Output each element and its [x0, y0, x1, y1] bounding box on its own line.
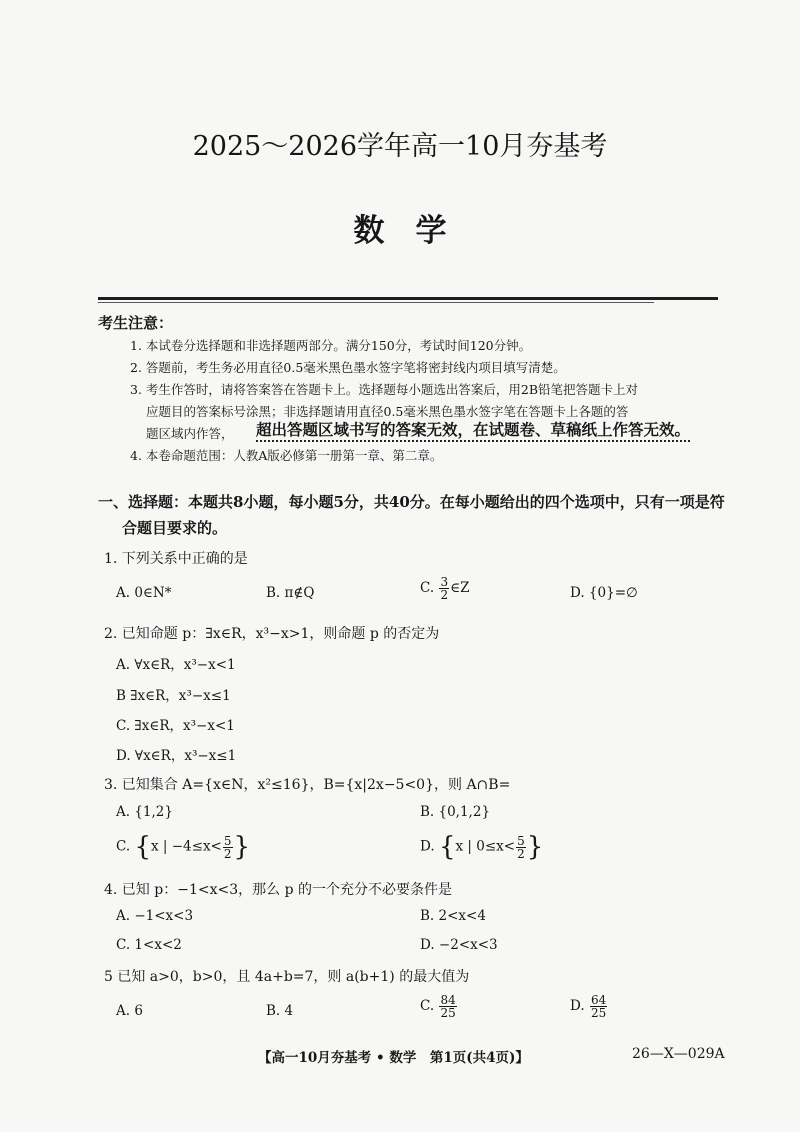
- fraction-numerator: 84: [440, 993, 456, 1007]
- fraction-denominator: 25: [440, 1006, 456, 1020]
- option-label: D.: [420, 838, 435, 855]
- note-item: 3. 考生作答时，请将答案答在答题卡上。选择题每小题选出答案后，用2B铅笔把答题卡上对: [130, 382, 639, 397]
- question-4-option-b: B. 2<x<4: [420, 908, 486, 924]
- question-2-option-d: D. ∀x∈R，x³−x≤1: [116, 748, 237, 764]
- fraction: [223, 835, 233, 860]
- page-footer: 【高一10月夯基考 • 数学 第1页(共4页)】: [258, 1050, 529, 1066]
- fraction-denominator: 2: [517, 846, 525, 861]
- note-item: 1. 本试卷分选择题和非选择题两部分。满分150分，考试时间120分钟。: [130, 338, 532, 353]
- fraction-numerator: 5: [517, 833, 525, 848]
- notes-heading: 考生注意：: [98, 314, 174, 332]
- question-5-option-b: B. 4: [266, 1003, 294, 1019]
- brace-left: {: [134, 832, 151, 862]
- question-1-option-a: A. 0∈N*: [116, 585, 172, 601]
- brace-left: {: [438, 832, 456, 862]
- subject-title: 数 学: [353, 213, 447, 249]
- fraction-denominator: 25: [590, 1006, 607, 1020]
- exam-title: 2025～2026学年高一10月夯基考: [192, 131, 608, 162]
- option-text: x | −4≤x<: [150, 838, 222, 855]
- note-emphasis: 超出答题区域书写的答案无效，在试题卷、草稿纸上作答无效。: [256, 418, 690, 442]
- fraction: [439, 576, 449, 601]
- question-5-option-c: [420, 994, 458, 1019]
- fraction-numerator: 5: [223, 833, 232, 848]
- question-1-option-c: [420, 576, 469, 601]
- paper-code: 26—X—029A: [632, 1046, 725, 1062]
- fraction: [590, 994, 607, 1019]
- question-5-option-a: A. 6: [116, 1003, 143, 1019]
- question-1-stem: 1. 下列关系中正确的是: [104, 551, 248, 567]
- question-3-stem: 3. 已知集合 A={x∈N，x²≤16}，B={x|2x−5<0}，则 A∩B=: [104, 777, 511, 793]
- question-2-option-a: A. ∀x∈R，x³−x<1: [116, 657, 236, 673]
- question-1-option-d: D. {0}=∅: [570, 585, 638, 601]
- option-text: ∈Z: [450, 580, 470, 596]
- option-label: C.: [420, 580, 435, 596]
- note-item: 应题目的答案标号涂黑；非选择题请用直径0.5毫米黑色墨水签字笔在答题卡上各题的答: [146, 404, 629, 419]
- question-2-option-b: B ∃x∈R，x³−x≤1: [116, 688, 231, 704]
- question-2-option-c: C. ∃x∈R，x³−x<1: [116, 718, 235, 734]
- fraction-denominator: 2: [440, 588, 449, 602]
- question-1-option-b: B. π∉Q: [266, 585, 315, 601]
- question-4-stem: 4. 已知 p：−1<x<3，那么 p 的一个充分不必要条件是: [104, 882, 452, 898]
- question-4-option-d: D. −2<x<3: [420, 937, 498, 953]
- question-4-option-c: C. 1<x<2: [116, 937, 182, 953]
- question-4-option-a: A. −1<x<3: [116, 908, 194, 924]
- note-item: 4. 本卷命题范围：人教A版必修第一册第一章、第二章。: [130, 448, 443, 463]
- question-5-stem: 5 已知 a>0，b>0，且 4a+b=7，则 a(b+1) 的最大值为: [104, 969, 470, 985]
- brace-right: }: [233, 832, 251, 862]
- question-3-option-c: [116, 832, 250, 862]
- option-text: x | 0≤x<: [455, 838, 516, 855]
- option-label: C.: [420, 998, 435, 1014]
- fraction: [516, 835, 526, 860]
- question-2-stem: 2. 已知命题 p：∃x∈R，x³−x>1，则命题 p 的否定为: [104, 626, 440, 642]
- brace-right: }: [526, 832, 544, 862]
- fraction: [439, 994, 456, 1019]
- header-rule-thin: [98, 302, 654, 303]
- section-heading: 一、选择题：本题共8小题，每小题5分，共40分。在每小题给出的四个选项中，只有一项是符: [98, 493, 725, 511]
- question-3-option-a: A. {1,2}: [116, 804, 173, 820]
- fraction-numerator: 3: [440, 575, 449, 589]
- fraction-numerator: 64: [590, 993, 607, 1007]
- question-3-option-d: [420, 832, 543, 862]
- option-label: C.: [116, 838, 131, 855]
- question-3-option-b: B. {0,1,2}: [420, 804, 491, 820]
- question-5-option-d: [570, 994, 608, 1019]
- note-item: 题区域内作答，: [146, 426, 234, 441]
- note-item: 2. 答题前，考生务必用直径0.5毫米黑色墨水签字笔将密封线内项目填写清楚。: [130, 360, 566, 375]
- option-label: D.: [570, 998, 585, 1014]
- section-heading-cont: 合题目要求的。: [122, 519, 228, 537]
- header-rule: [98, 297, 718, 300]
- fraction-denominator: 2: [223, 846, 232, 861]
